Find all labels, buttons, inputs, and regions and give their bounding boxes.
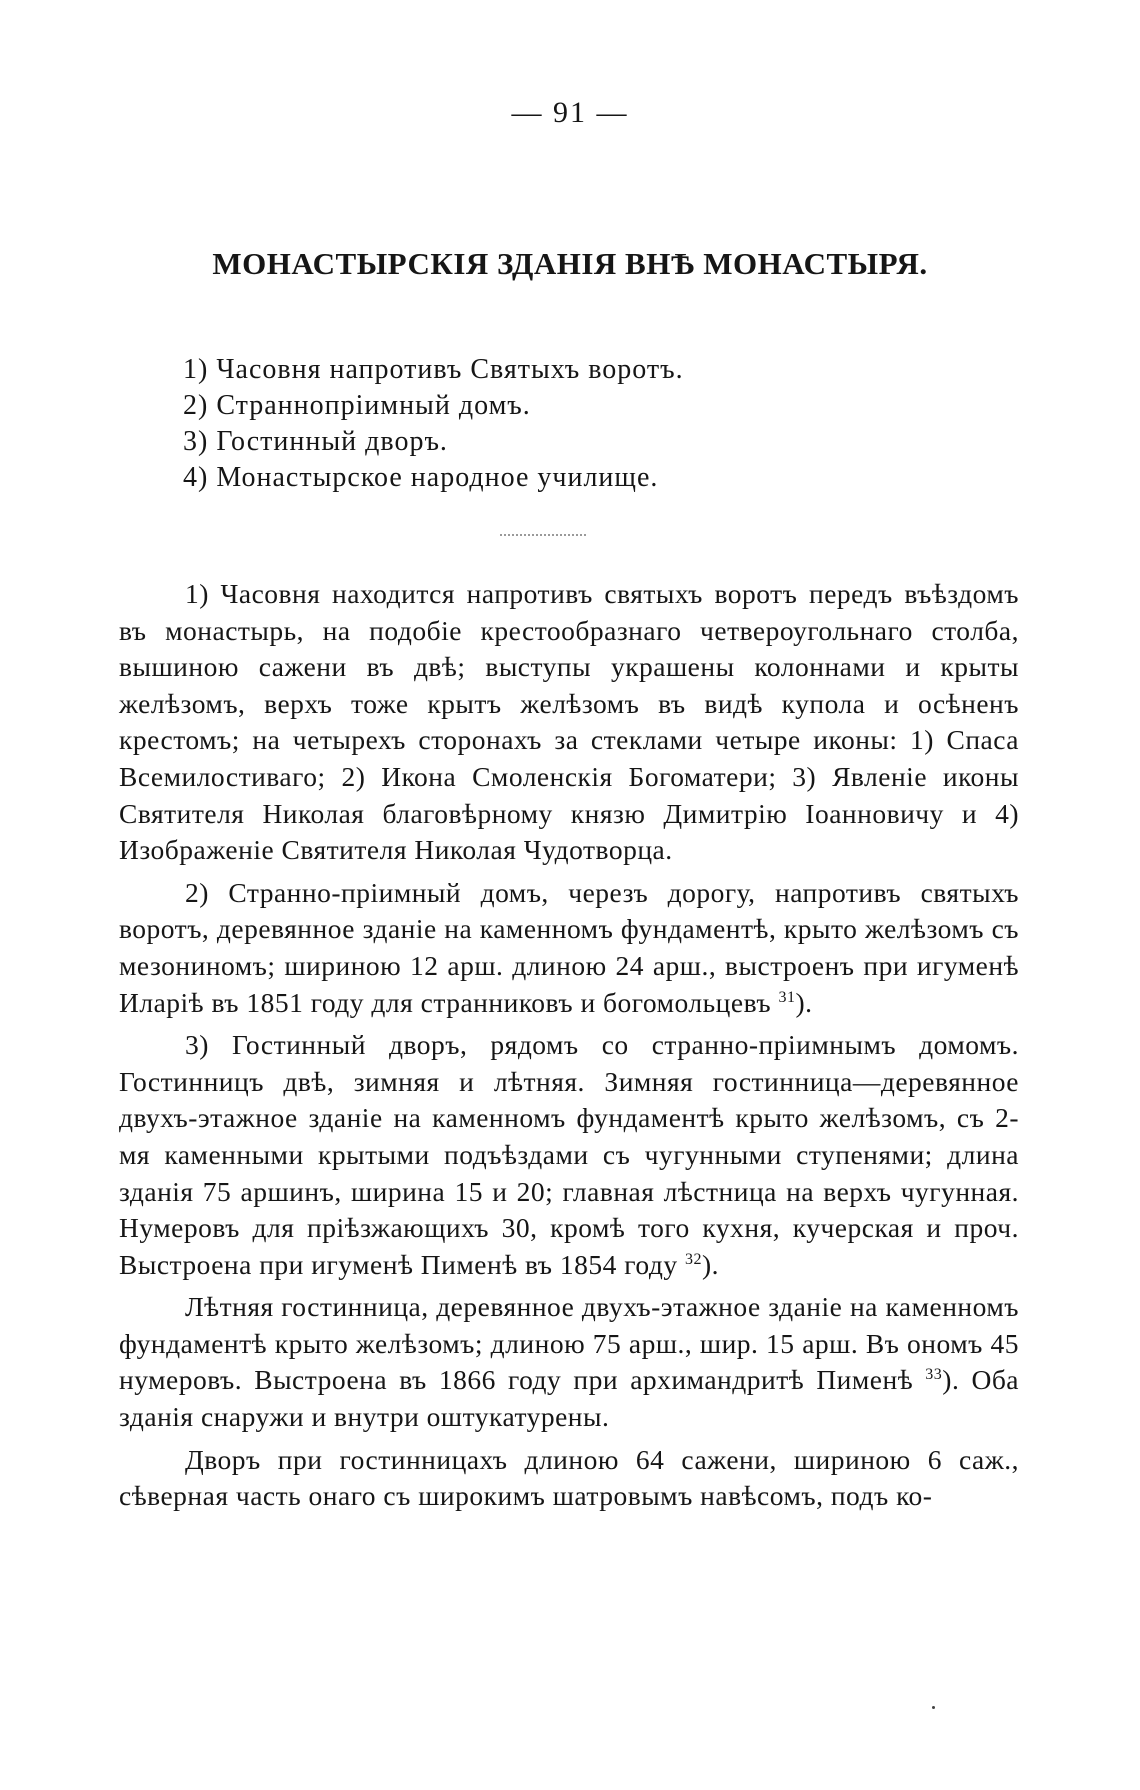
footnote-ref: 33 <box>925 1366 943 1384</box>
contents-list <box>183 352 684 496</box>
paragraph-summer-hotel: Лѣтняя гостинница, деревянное двухъ-этажное зданіе на каменномъ фундаментѣ крыто желѣзомъ; длиною 75 арш., шир. 15 арш. Въ ономъ 45 нумеровъ. Выстроена въ 1866 году при архимандритѣ Пименѣ $^{33}$). Оба зданія снаружи и внутри оштукатурены. <box>119 1291 1020 1433</box>
paragraph-courtyard: Дворъ при гостинницахъ длиною 64 сажени, шириною 6 саж., сѣверная часть онаго съ широкимъ шатровымъ навѣсомъ, подъ ко- <box>119 1443 1019 1512</box>
paragraph-pilgrim-house: 2) Странно-пріимный домъ, черезъ дорогу, напротивъ святыхъ воротъ, деревянное зданіе на каменномъ фундаментѣ, крыто желѣзомъ съ мезониномъ; шириною 12 арш. длиною 24 арш., выстроенъ при игуменѣ Иларіѣ въ 1851 году для странниковъ и богомольцевъ $^{31}$). <box>119 876 1019 1018</box>
paragraph-guest-court: 3) Гостинный дворъ, рядомъ со странно-пріимнымъ домомъ. Гостинницъ двѣ, зимняя и лѣтняя. Зимняя гостинница—деревянное двухъ-этажное зданіе на каменномъ фундаментѣ крыто желѣзомъ, съ 2-мя каменными крытыми подъѣздами съ чугунными ступенями; длина зданія 75 аршинъ, ширина 15 и 20; главная лѣстница на верхъ чугунная. Нумеровъ для пріѣзжающихъ 30, кромѣ того кухня, кучерская и проч. Выстроена при игуменѣ Пименѣ въ 1854 году $^{32}$). <box>119 1029 1019 1280</box>
footnote-ref: 32 <box>684 1250 702 1268</box>
contents-item: 1) Часовня напротивъ Святыхъ воротъ. <box>183 354 684 385</box>
contents-item: 2) Страннопріимный домъ. <box>183 390 531 421</box>
separator-rule <box>500 534 586 536</box>
contents-item: 4) Монастырское народное училище. <box>183 462 659 493</box>
ink-speck <box>932 1706 935 1709</box>
body-text <box>119 576 1019 1515</box>
section-title: МОНАСТЫРСКІЯ ЗДАНІЯ ВНѢ МОНАСТЫРЯ. <box>212 246 928 281</box>
page-number: — 91 — <box>511 96 629 129</box>
paragraph-chapel: 1) Часовня находится напротивъ святыхъ воротъ передъ въѣздомъ въ монастырь, на подобіе крестообразнаго четвероугольнаго столба, вышиною сажени въ двѣ; выступы украшены колоннами и крыты желѣзомъ, верхъ тоже крытъ желѣзомъ въ видѣ купола и осѣненъ крестомъ; на четырехъ сторонахъ за стеклами четыре иконы: 1) Спаса Всемилостиваго; 2) Икона Смоленскія Богоматери; 3) Явленіе иконы Святителя Николая благовѣрному князю Димитрію Іоанновичу и 4) Изображеніе Святителя Николая Чудотворца. <box>119 578 1019 866</box>
footnote-ref: 31 <box>778 988 796 1006</box>
contents-item: 3) Гостинный дворъ. <box>183 426 448 457</box>
